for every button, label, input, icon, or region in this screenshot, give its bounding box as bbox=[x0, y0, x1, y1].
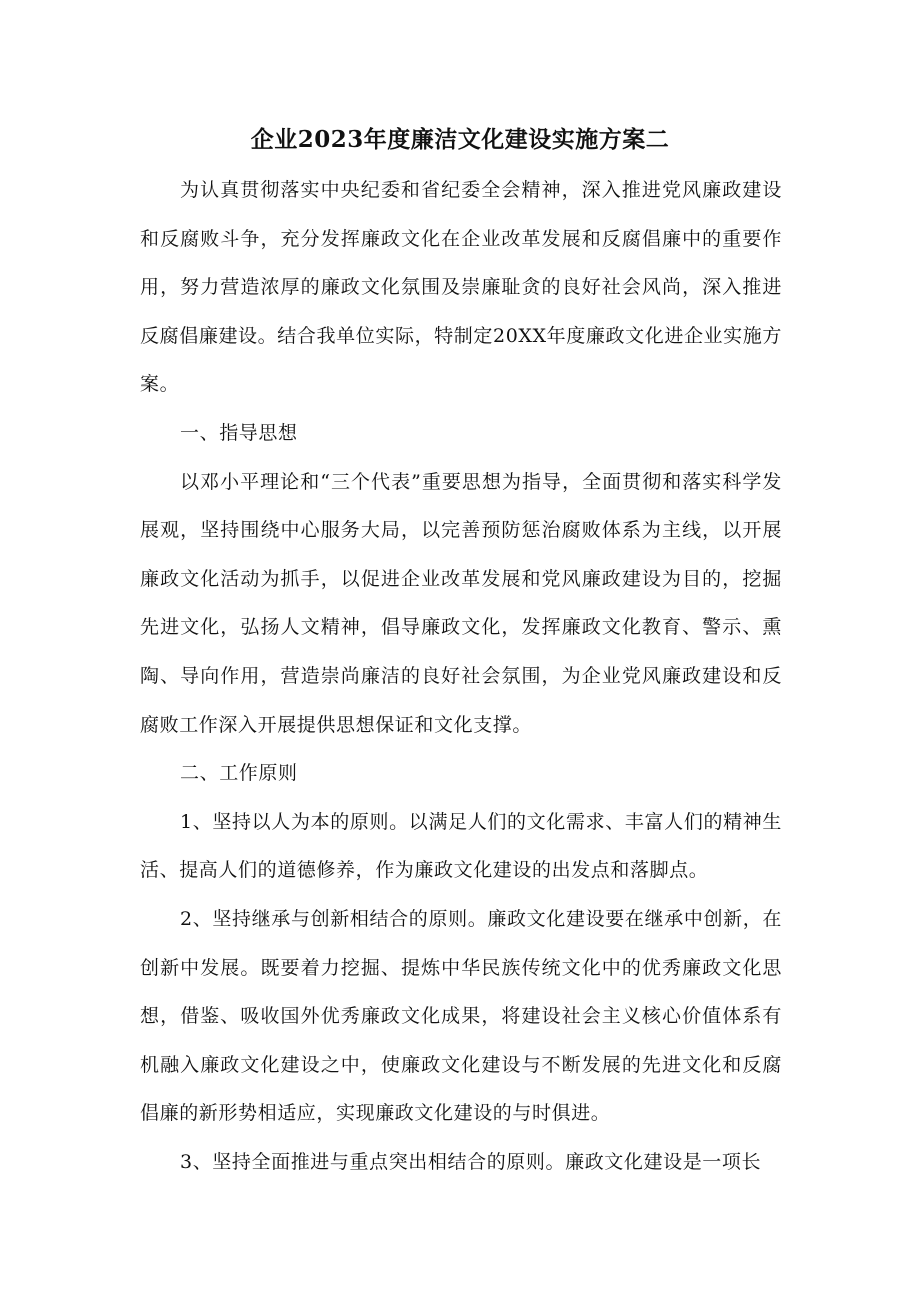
paragraph-intro: 为认真贯彻落实中央纪委和省纪委全会精神，深入推进党风廉政建设和反腐败斗争，充分发挥廉政文化在企业改革发展和反腐倡廉中的重要作用，努力营造浓厚的廉政文化氛围及崇廉耻贪的良好社会风尚，深入推进反腐倡廉建设。结合我单位实际，特制定20XX年度廉政文化进企业实施方案。 bbox=[140, 179, 782, 396]
paragraph-principle-3: 3、坚持全面推进与重点突出相结合的原则。廉政文化建设是一项长 bbox=[180, 1150, 762, 1173]
section-heading-guiding-ideology: 一、指导思想 bbox=[180, 421, 298, 444]
document-title: 企业2023年度廉洁文化建设实施方案二 bbox=[250, 126, 670, 153]
document-body bbox=[140, 166, 782, 1186]
section-heading-work-principles: 二、工作原则 bbox=[180, 762, 298, 785]
paragraph-principle-1: 1、坚持以人为本的原则。以满足人们的文化需求、丰富人们的精神生活、提高人们的道德修养，作为廉政文化建设的出发点和落脚点。 bbox=[140, 810, 782, 882]
paragraph-guiding-ideology: 以邓小平理论和“三个代表”重要思想为指导，全面贯彻和落实科学发展观，坚持围绕中心服务大局，以完善预防惩治腐败体系为主线，以开展廉政文化活动为抓手，以促进企业改革发展和党风廉政建设为目的，挖掘先进文化，弘扬人文精神，倡导廉政文化，发挥廉政文化教育、警示、熏陶、导向作用，营造崇尚廉洁的良好社会氛围，为企业党风廉政建设和反腐败工作深入开展提供思想保证和文化支撑。 bbox=[140, 470, 782, 736]
paragraph-principle-2: 2、坚持继承与创新相结合的原则。廉政文化建设要在继承中创新，在创新中发展。既要着力挖掘、提炼中华民族传统文化中的优秀廉政文化思想，借鉴、吸收国外优秀廉政文化成果，将建设社会主义核心价值体系有机融入廉政文化建设之中，使廉政文化建设与不断发展的先进文化和反腐倡廉的新形势相适应，实现廉政文化建设的与时俱进。 bbox=[140, 907, 782, 1125]
